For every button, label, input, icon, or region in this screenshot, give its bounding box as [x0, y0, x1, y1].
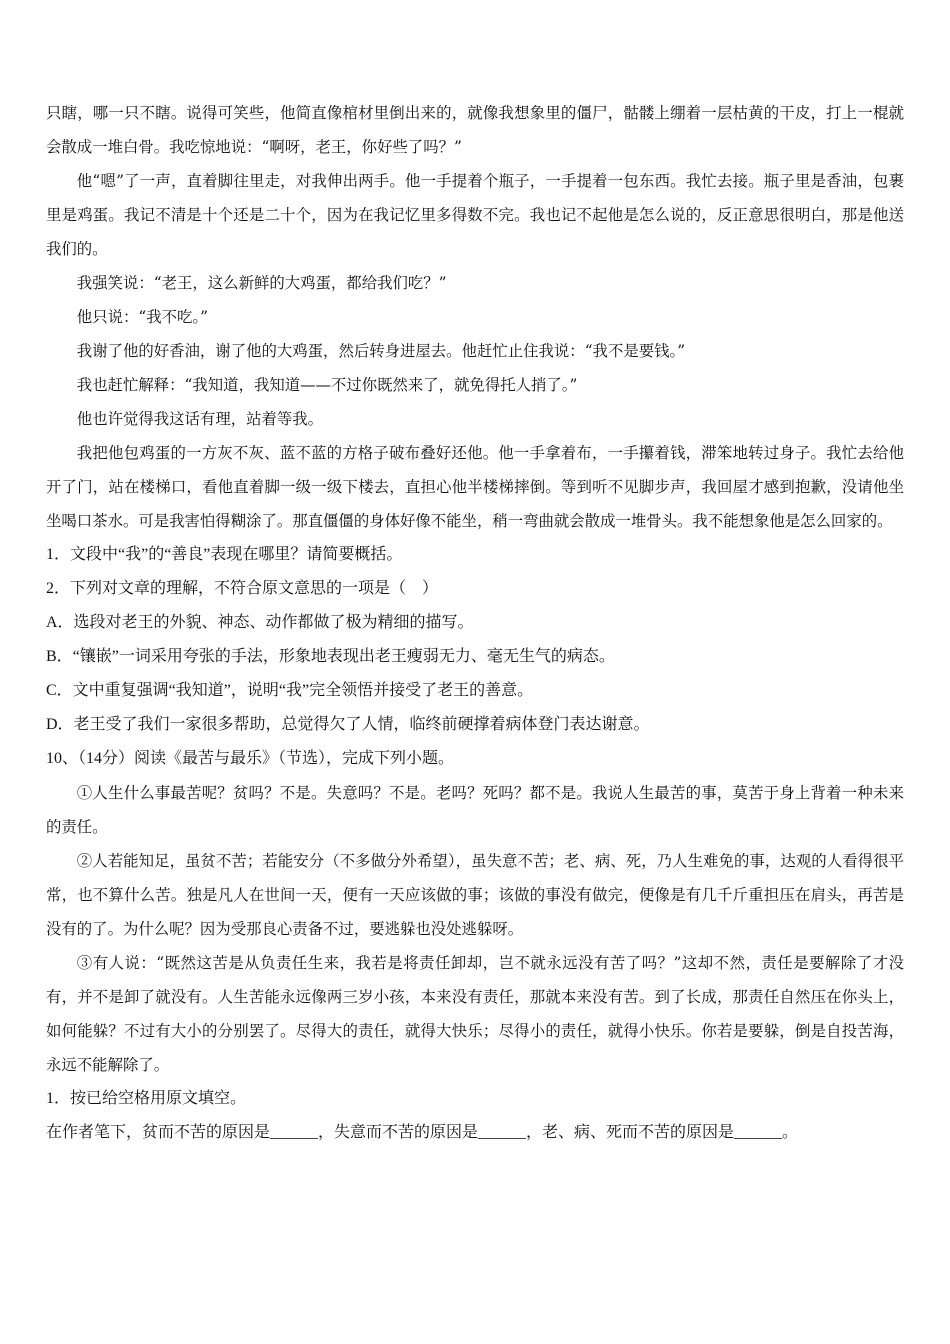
- question-2: 2．下列对文章的理解，不符合原文意思的一项是（ ）: [46, 580, 439, 597]
- passage-paragraph-2: 他“嗯”了一声，直着脚往里走，对我伸出两手。他一手提着个瓶子，一手提着一包东西。我忙去接。瓶子里是香油，包裹里是鸡蛋。我记不清是十个还是二十个，因为在我记忆里多得数不完。我也记不起他是怎么说的，反正意思很明白，那是他送我们的。: [46, 172, 904, 258]
- section-10-paragraph-1: ①人生什么事最苦呢？贫吗？不是。失意吗？不是。老吗？死吗？都不是。我说人生最苦的事，莫苦于身上背着一种未来的责任。: [46, 784, 904, 836]
- passage-paragraph-5: 我谢了他的好香油，谢了他的大鸡蛋，然后转身进屋去。他赶忙止住我说：“我不是要钱。”: [76, 342, 686, 360]
- document-page: [46, 96, 904, 1150]
- option-a: A．选段对老王的外貌、神态、动作都做了极为精细的描写。: [46, 614, 474, 631]
- option-b: B．“镶嵌”一词采用夸张的手法，形象地表现出老王瘦弱无力、毫无生气的病态。: [46, 648, 615, 665]
- option-d: D．老王受了我们一家很多帮助，总觉得欠了人情，临终前硬撑着病体登门表达谢意。: [46, 716, 650, 733]
- passage-paragraph-6: 我也赶忙解释：“我知道，我知道——不过你既然来了，就免得托人捎了。”: [76, 376, 578, 394]
- passage-paragraph-7: 他也许觉得我这话有理，站着等我。: [76, 410, 324, 428]
- section-10-paragraph-3: ③有人说：“既然这苦是从负责任生来，我若是将责任卸却，岂不就永远没有苦了吗？”这却不然，责任是要解除了才没有，并不是卸了就没有。人生苦能永远像两三岁小孩，本来没有责任，那就本来没有苦。到了长成，那责任自然压在你头上，如何能躲？不过有大小的分别罢了。尽得大的责任，就得大快乐；尽得小的责任，就得小快乐。你若是要躲，倒是自投苦海，永远不能解除了。: [46, 954, 904, 1074]
- section-10-paragraph-2: ②人若能知足，虽贫不苦；若能安分（不多做分外希望），虽失意不苦；老、病、死，乃人生难免的事，达观的人看得很平常，也不算什么苦。独是凡人在世间一天，便有一天应该做的事；该做的事没有做完，便像是有几千斤重担压在肩头，再苦是没有的了。为什么呢？因为受那良心责备不过，要逃躲也没处逃躲呀。: [46, 852, 904, 938]
- passage-paragraph-3: 我强笑说：“老王，这么新鲜的大鸡蛋，都给我们吃？”: [76, 274, 447, 292]
- section-10-heading: 10、（14分）阅读《最苦与最乐》（节选），完成下列小题。: [46, 750, 455, 767]
- passage-paragraph-4: 他只说：“我不吃。”: [76, 308, 208, 326]
- fill-in-blank: 在作者笔下，贫而不苦的原因是______，失意而不苦的原因是______，老、病、死而不苦的原因是______。: [46, 1124, 799, 1141]
- passage-paragraph-1: 只瞎，哪一只不瞎。说得可笑些，他简直像棺材里倒出来的，就像我想象里的僵尸，骷髅上绷着一层枯黄的干皮，打上一棍就会散成一堆白骨。我吃惊地说：“啊呀，老王，你好些了吗？”: [46, 104, 904, 156]
- question-1: 1．文段中“我”的“善良”表现在哪里？请简要概括。: [46, 546, 403, 563]
- passage-paragraph-8: 我把他包鸡蛋的一方灰不灰、蓝不蓝的方格子破布叠好还他。他一手拿着布，一手攥着钱，滞笨地转过身子。我忙去给他开了门，站在楼梯口，看他直着脚一级一级下楼去，直担心他半楼梯摔倒。等到听不见脚步声，我回屋才感到抱歉，没请他坐坐喝口茶水。可是我害怕得糊涂了。那直僵僵的身体好像不能坐，稍一弯曲就会散成一堆骨头。我不能想象他是怎么回家的。: [46, 444, 904, 530]
- option-c: C．文中重复强调“我知道”，说明“我”完全领悟并接受了老王的善意。: [46, 682, 534, 699]
- section-10-question-1: 1．按已给空格用原文填空。: [46, 1090, 247, 1107]
